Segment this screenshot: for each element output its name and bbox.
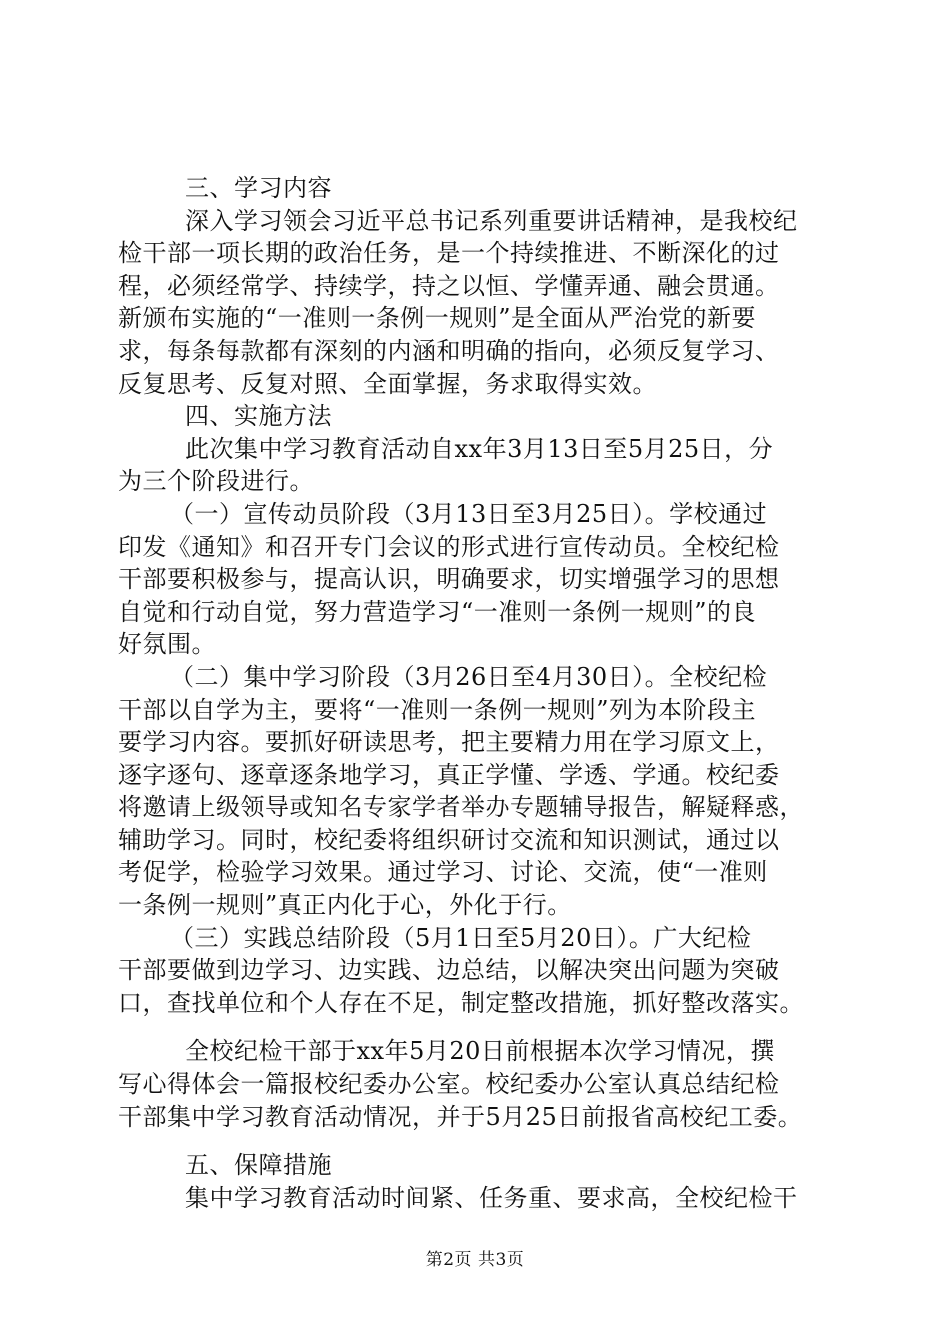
paragraph-line: 好氛围。 — [118, 630, 216, 659]
paragraph-line: 干部以自学为主，要将“一准则一条例一规则”列为本阶段主 — [118, 695, 757, 724]
paragraph-line: 为三个阶段进行。 — [118, 467, 314, 496]
paragraph-line: 考促学，检验学习效果。通过学习、讨论、交流，使“一准则 — [118, 858, 768, 887]
paragraph-line: （二）集中学习阶段（3月26日至4月30日）。全校纪检 — [170, 662, 768, 691]
paragraph-line: 自觉和行动自觉，努力营造学习“一准则一条例一规则”的良 — [118, 597, 757, 626]
paragraph-line: 逐字逐句、逐章逐条地学习，真正学懂、学透、学通。校纪委 — [118, 760, 780, 789]
paragraph-line: 写心得体会一篇报校纪委办公室。校纪委办公室认真总结纪检 — [118, 1070, 780, 1099]
page-footer: 第2页 共3页 — [425, 1250, 525, 1270]
paragraph-line: 辅助学习。同时，校纪委将组织研讨交流和知识测试，通过以 — [118, 825, 780, 854]
paragraph-line: （三）实践总结阶段（5月1日至5月20日）。广大纪检 — [170, 923, 752, 952]
paragraph-line: 一条例一规则”真正内化于心，外化于行。 — [118, 891, 572, 920]
paragraph-line: 此次集中学习教育活动自xx年3月13日至5月25日，分 — [185, 434, 774, 463]
paragraph-line: 集中学习教育活动时间紧、任务重、要求高，全校纪检干 — [185, 1183, 798, 1212]
section-heading-3: 三、学习内容 — [185, 174, 332, 202]
paragraph-line: 程，必须经常学、持续学，持之以恒、学懂弄通、融会贯通。 — [118, 271, 780, 300]
paragraph-line: 求，每条每款都有深刻的内涵和明确的指向，必须反复学习、 — [118, 336, 780, 365]
paragraph-line: 印发《通知》和召开专门会议的形式进行宣传动员。全校纪检 — [118, 532, 780, 561]
paragraph-line: 干部集中学习教育活动情况，并于5月25日前报省高校纪工委。 — [118, 1102, 803, 1131]
paragraph-line: 要学习内容。要抓好研读思考，把主要精力用在学习原文上， — [118, 728, 780, 757]
paragraph-line: 将邀请上级领导或知名专家学者举办专题辅导报告，解疑释惑， — [118, 793, 804, 822]
paragraph-gap — [118, 1019, 838, 1035]
paragraph-line: 深入学习领会习近平总书记系列重要讲话精神，是我校纪 — [185, 206, 798, 235]
paragraph-line: 口，查找单位和个人存在不足，制定整改措施，抓好整改落实。 — [118, 988, 804, 1017]
document-body — [118, 172, 838, 1214]
paragraph-line: 新颁布实施的“一准则一条例一规则”是全面从严治党的新要 — [118, 304, 757, 333]
paragraph-line: 检干部一项长期的政治任务，是一个持续推进、不断深化的过 — [118, 239, 780, 268]
paragraph-line: 干部要做到边学习、边实践、边总结，以解决突出问题为突破 — [118, 956, 780, 985]
paragraph-line: （一）宣传动员阶段（3月13日至3月25日）。学校通过 — [170, 499, 768, 528]
section-heading-5: 五、保障措施 — [185, 1151, 332, 1180]
paragraph-gap — [118, 1133, 838, 1149]
section-heading-4: 四、实施方法 — [185, 402, 332, 431]
paragraph-line: 干部要积极参与，提高认识，明确要求，切实增强学习的思想 — [118, 565, 780, 594]
paragraph-line: 反复思考、反复对照、全面掌握，务求取得实效。 — [118, 369, 657, 398]
paragraph-line: 全校纪检干部于xx年5月20日前根据本次学习情况，撰 — [185, 1037, 775, 1066]
